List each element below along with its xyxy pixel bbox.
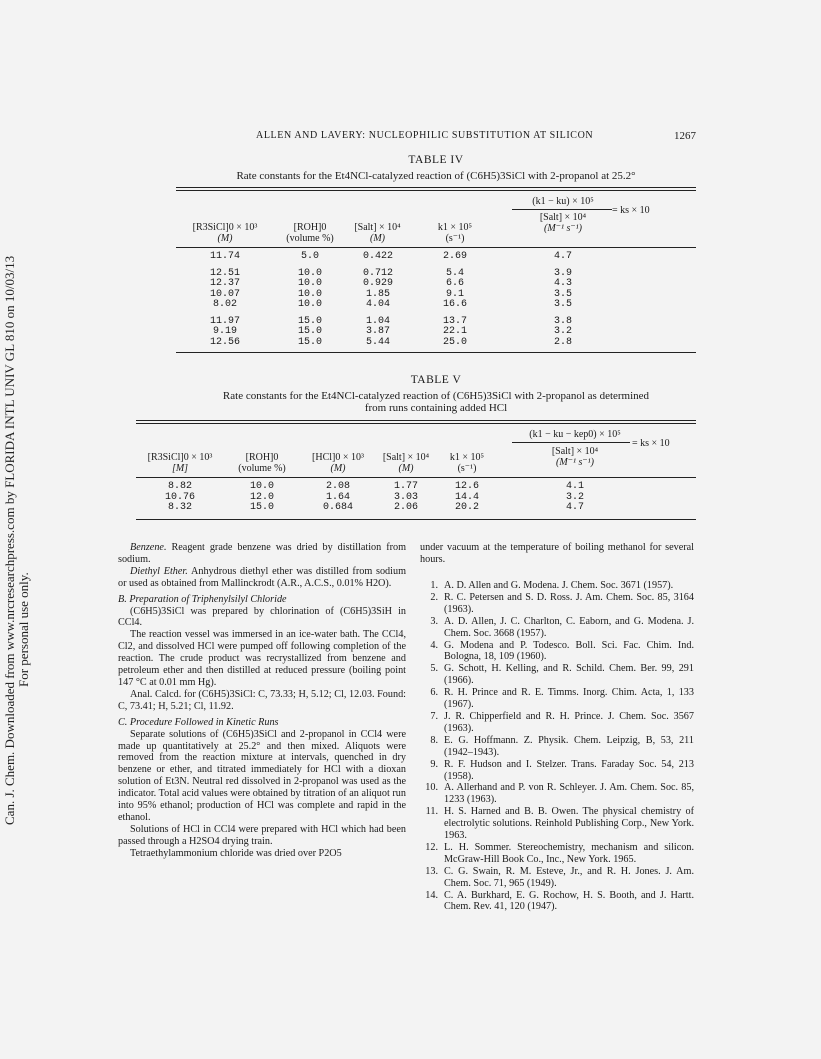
reference-number: 13. <box>425 865 438 877</box>
t5-cell: 14.4 <box>454 491 479 503</box>
reference-text: A. Allerhand and P. von R. Schleyer. J. Am. Chem. Soc. 85, 1233 (1963). <box>444 782 694 806</box>
t5-col3-header: [HCl]0 × 10³ (M) <box>312 452 364 474</box>
t4-cell: 5.0 <box>300 251 319 262</box>
t4-cell: 10.0 <box>297 278 322 289</box>
reference-number: 14. <box>425 889 438 901</box>
t4-col5-header-top: (k1 − ku) × 10⁵ <box>532 196 594 207</box>
reference-item <box>420 782 694 806</box>
reference-item <box>420 663 694 687</box>
t5-cell: 1.64 <box>325 491 350 503</box>
t5-col2-header: [ROH]0 (volume %) <box>238 452 286 474</box>
download-notice-line1: Can. J. Chem. Downloaded from www.nrcresearchpress.com by FLORIDA INTL UNIV GL 810 on 10/03/13 <box>2 255 17 825</box>
t4-cell: 0.712 <box>362 267 393 279</box>
t4-cell: 12.37 <box>209 278 240 289</box>
t4-cell: 12.51 <box>209 267 240 279</box>
t4-cell: 10.0 <box>297 299 322 310</box>
table4-caption: Rate constants for the Et4NCl-catalyzed reaction of (C6H5)3SiCl with 2-propanol at 25.2° <box>236 170 636 182</box>
reference-item <box>420 806 694 842</box>
t4-cell: 10.07 <box>209 288 240 300</box>
download-notice-line2: For personal use only. <box>16 572 31 687</box>
t4-cell: 2.8 <box>553 336 572 348</box>
t4-cell: 3.8 <box>553 315 572 327</box>
t5-fraction-bar <box>512 442 630 443</box>
reference-item <box>420 890 694 914</box>
reference-text: R. C. Petersen and S. D. Ross. J. Am. Chem. Soc. 85, 3164 (1963). <box>444 591 694 615</box>
reference-text: C. A. Burkhard, E. G. Rochow, H. S. Booth, and J. Hartt. Chem. Rev. 41, 120 (1947). <box>444 889 694 913</box>
t4-cell: 9.19 <box>212 326 237 337</box>
t4-cell: 6.6 <box>445 278 464 289</box>
references-list <box>420 580 694 913</box>
t4-cell: 16.6 <box>442 299 467 310</box>
t4-cell: 3.5 <box>553 299 572 310</box>
para-vacuum: under vacuum at the temperature of boiling methanol for several hours. <box>420 542 694 565</box>
t4-cell: 4.7 <box>553 251 572 262</box>
t4-col2-header: [ROH]0 (volume %) <box>286 222 334 244</box>
section-c-heading: C. Procedure Followed in Kinetic Runs <box>118 716 279 728</box>
t5-cell: 20.2 <box>454 502 479 513</box>
t5-cell: 2.08 <box>325 481 350 492</box>
t5-cell: 10.76 <box>164 491 195 503</box>
t4-cell: 5.44 <box>365 336 390 348</box>
right-column-intro <box>420 542 694 566</box>
para-ether: Diethyl Ether. Anhydrous diethyl ether was distilled from sodium or used as obtained from Mallinckrodt (A.R., A.C.S., 0.01% H2O). <box>118 565 407 589</box>
table5-bottom-rule <box>136 519 696 520</box>
table5-top-rule <box>136 420 696 424</box>
t4-cell: 0.422 <box>362 251 393 262</box>
t5-cell: 12.6 <box>454 481 479 492</box>
t4-cell: 15.0 <box>297 315 322 327</box>
reference-item <box>420 842 694 866</box>
t5-cell: 4.7 <box>565 502 584 513</box>
download-notice <box>2 190 42 830</box>
t4-col4-header: k1 × 10⁵ (s⁻¹) <box>437 222 473 244</box>
reference-item <box>420 687 694 711</box>
reference-number: 9. <box>430 758 438 770</box>
t4-cell: 3.87 <box>365 326 390 337</box>
t4-cell: 0.929 <box>362 278 393 289</box>
t5-cell: 10.0 <box>249 481 274 492</box>
reference-text: A. D. Allen and G. Modena. J. Chem. Soc. 3671 (1957). <box>444 580 674 591</box>
reference-number: 2. <box>430 591 438 603</box>
para-anal: Anal. Calcd. for (C6H5)3SiCl: C, 73.33; H, 5.12; Cl, 12.03. Found: C, 73.41; H, 5.21; Cl, 11.92. <box>118 688 406 712</box>
table5-caption-line2: from runs containing added HCl <box>364 402 508 414</box>
t5-col5-header: k1 × 10⁵ (s⁻¹) <box>449 452 485 474</box>
running-title: ALLEN AND LAVERY: NUCLEOPHILIC SUBSTITUTION AT SILICON <box>256 130 594 141</box>
t4-cell: 10.0 <box>297 267 322 279</box>
t5-col4-header: [Salt] × 10⁴ (M) <box>382 452 430 474</box>
t4-cell: 11.74 <box>209 251 240 262</box>
t5-cell: 8.32 <box>167 502 192 513</box>
t5-col6-eq: = ks × 10 <box>632 438 670 449</box>
para-tetraethyl: Tetraethylammonium chloride was dried over P2O5 <box>130 847 342 859</box>
t4-cell: 5.4 <box>445 267 464 279</box>
reference-number: 3. <box>430 615 438 627</box>
para-hcl-solutions: Solutions of HCl in CCl4 were prepared with HCl which had been passed through a H2SO4 drying train. <box>118 823 406 847</box>
t5-cell: 4.1 <box>565 481 584 492</box>
para-prep: (C6H5)3SiCl was prepared by chlorination of (C6H5)3SiH in CCl4. <box>118 605 406 629</box>
t4-cell: 12.56 <box>209 336 240 348</box>
t5-cell: 8.82 <box>167 481 192 492</box>
t4-cell: 1.04 <box>365 315 390 327</box>
reference-number: 12. <box>425 841 438 853</box>
reference-number: 4. <box>430 639 438 651</box>
t4-col3-header: [Salt] × 10⁴ (M) <box>354 222 401 244</box>
reference-number: 1. <box>430 580 438 591</box>
reference-text: R. F. Hudson and I. Stelzer. Trans. Faraday Soc. 54, 213 (1958). <box>444 758 694 782</box>
running-header <box>176 130 696 144</box>
t4-cell: 4.3 <box>553 278 572 289</box>
reference-number: 11. <box>425 806 438 818</box>
reference-item <box>420 866 694 890</box>
t4-cell: 3.5 <box>553 288 572 300</box>
t4-cell: 4.04 <box>365 299 390 310</box>
reference-text: G. Schott, H. Kelling, and R. Schild. Chem. Ber. 99, 291 (1966). <box>444 663 694 687</box>
reference-text: H. S. Harned and B. B. Owen. The physical chemistry of electrolytic solutions. Reinhold Publishing Corp., New York. 1963. <box>444 806 694 842</box>
t5-col1-header: [R3SiCl]0 × 10³ [M] <box>147 452 213 474</box>
t4-cell: 8.02 <box>212 299 237 310</box>
reference-item <box>420 711 694 735</box>
t5-cell: 15.0 <box>249 502 274 513</box>
reference-number: 10. <box>425 782 438 794</box>
reference-text: C. G. Swain, R. M. Esteve, Jr., and R. H. Jones. J. Am. Chem. Soc. 71, 965 (1949). <box>444 865 694 889</box>
reference-number: 5. <box>430 663 438 675</box>
reference-item <box>420 580 694 592</box>
reference-number: 8. <box>430 734 438 746</box>
table4-top-rule <box>176 187 696 191</box>
para-vessel: The reaction vessel was immersed in an ice-water bath. The CCl4, Cl2, and dissolved HCl were pumped off following completion of the reaction. The crude product was recrystallized from benzene and petroleum ether and then distilled at reduced pressure (boiling point 147 °C at 0.01 mm Hg). <box>118 629 406 688</box>
left-column <box>118 542 406 860</box>
para-benzene: Benzene. Reagent grade benzene was dried by distillation from sodium. <box>118 542 407 565</box>
t4-cell: 1.85 <box>365 288 390 300</box>
t4-cell: 22.1 <box>442 326 467 337</box>
t5-col6-header-bottom: [Salt] × 10⁴ (M⁻¹ s⁻¹) <box>551 446 599 468</box>
t5-cell: 3.03 <box>393 491 418 503</box>
reference-number: 7. <box>430 710 438 722</box>
t4-col5-header-bottom: [Salt] × 10⁴ (M⁻¹ s⁻¹) <box>539 212 587 234</box>
reference-text: R. H. Prince and R. E. Timms. Inorg. Chim. Acta, 1, 133 (1967). <box>444 687 694 711</box>
t4-col5-eq: = ks × 10 <box>612 205 650 216</box>
t4-cell: 11.97 <box>209 315 240 327</box>
page-number: 1267 <box>674 130 696 142</box>
t5-cell: 3.2 <box>565 491 584 503</box>
t4-cell: 15.0 <box>297 336 322 348</box>
reference-text: L. H. Sommer. Stereochemistry, mechanism and silicon. McGraw-Hill Book Co., Inc., New York. 1965. <box>444 841 694 865</box>
t4-fraction-bar <box>512 209 612 210</box>
table5-caption-line1: Rate constants for the Et4NCl-catalyzed reaction of (C6H5)3SiCl with 2-propanol as determined <box>222 390 650 402</box>
reference-text: J. R. Chipperfield and R. H. Prince. J. Chem. Soc. 3567 (1963). <box>444 710 694 734</box>
reference-text: A. D. Allen, J. C. Charlton, C. Eaborn, and G. Modena. J. Chem. Soc. 3668 (1957). <box>444 615 694 639</box>
para-procedure: Separate solutions of (C6H5)3SiCl and 2-propanol in CCl4 were made up quantitatively at 25.2° and then mixed. Aliquots were removed from the reaction mixture at intervals, quenched in dry benzene or ether, and titrated immediately for HCl with a dioxan solution of Et3N. Neutral red dissolved in 2-propanol was used as the indicator. Total acid values were obtained by titration of an aliquot run into 95% ethanol; production of HCl was complete and rapid in the ethanol. <box>118 728 406 823</box>
table5-title: TABLE V <box>410 374 462 386</box>
t4-cell: 25.0 <box>442 336 467 348</box>
t5-cell: 12.0 <box>249 491 274 503</box>
t5-cell: 1.77 <box>393 481 418 492</box>
reference-item <box>420 616 694 640</box>
reference-item <box>420 759 694 783</box>
table5-header-rule <box>136 477 696 478</box>
t4-cell: 13.7 <box>442 315 467 327</box>
reference-number: 6. <box>430 687 438 699</box>
table4-header-rule <box>176 247 696 248</box>
t4-cell: 2.69 <box>442 251 467 262</box>
t4-cell: 15.0 <box>297 326 322 337</box>
reference-item <box>420 592 694 616</box>
section-b-heading: B. Preparation of Triphenylsilyl Chloride <box>118 593 287 605</box>
t4-col1-header: [R3SiCl]0 × 10³ (M) <box>192 222 258 244</box>
t4-cell: 10.0 <box>297 288 322 300</box>
t4-cell: 9.1 <box>445 288 464 300</box>
reference-item <box>420 640 694 664</box>
t4-cell: 3.2 <box>553 326 572 337</box>
reference-item <box>420 735 694 759</box>
table4-title: TABLE IV <box>408 154 464 166</box>
t4-cell: 3.9 <box>553 267 572 279</box>
t5-col6-header-top: (k1 − ku − kep0) × 10⁵ <box>529 429 621 440</box>
reference-text: E. G. Hoffmann. Z. Physik. Chem. Leipzig, B, 53, 211 (1942–1943). <box>444 734 694 758</box>
reference-text: G. Modena and P. Todesco. Boll. Sci. Fac. Chim. Ind. Bologna, 18, 109 (1960). <box>444 639 694 663</box>
t5-cell: 2.06 <box>393 502 418 513</box>
table4-bottom-rule <box>176 352 696 353</box>
t5-cell: 0.684 <box>322 502 353 513</box>
